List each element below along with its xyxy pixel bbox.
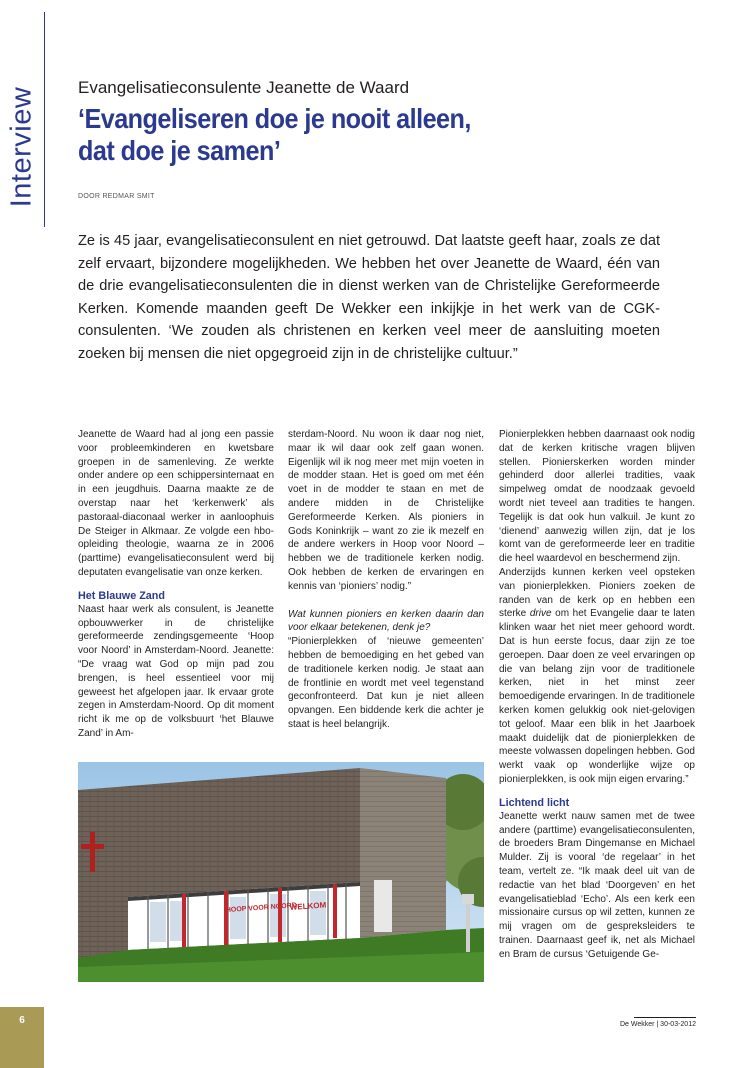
byline: DOOR REDMAR SMIT — [78, 193, 155, 200]
page-number: 6 — [19, 1015, 25, 1026]
title-line-2: dat doe je samen’ — [78, 135, 281, 166]
intro-paragraph: Ze is 45 jaar, evangelisatieconsulent en niet getrouwd. Dat laatste geeft haar, zoals ze dat zelf ervaart, bijzondere mogelijkheden. We hebben het over Jeanette de Waard, één van de drie evangelisatieconsulenten die in dienst werken van de Christelijke Gereformeerde Kerken. Komende maanden geeft De Wekker een inkijkje in het werk van de CGK-consulenten. ‘We zouden als christenen en kerken veel meer de aansluiting moeten zoeken bij mensen die niet opgegroeid zijn in de christelijke cultuur.” — [78, 233, 660, 362]
window-lettering-welkom: WELKOM — [289, 900, 327, 912]
col1-paragraph-1: Jeanette de Waard had al jong een passie voor probleemkinderen en kwetsbare groepen in de samenleving. Ze werkte onder andere op een schippersinternaat en in een jeugdhuis. Daarna maakte ze de overstap naar het ‘kerkenwerk’ als pastoraal-diaconaal werker in aanloophuis De Steiger in Alkmaar. Ze volgde een hbo-opleiding theologie, waarna ze in 2006 (parttime) evangelisatieconsulent werd bij deputaten evangelisatie van onze kerken. — [78, 429, 274, 578]
church-photo-illustration — [78, 762, 484, 982]
col3-paragraph-3: Jeanette werkt nauw samen met de twee andere (parttime) evangelisatieconsulenten, de broeders Bram Dingemanse en Michael Mulder. Zij is vooral ‘de regelaar’ in het team, vertelt ze. “Ik maak deel uit van de redactie van het blad ‘Doorgeven’ en het evangelisatieblad ‘Echo’. Als een kerk een missionaire cursus op wil zetten, kunnen ze mij vragen om de gespreksleiders te trainen. Daarnaast geef ik, net als Michael en Bram de cursus ‘Getuigende Ge- — [499, 810, 695, 960]
emphasis-drive: drive — [529, 608, 552, 620]
subheading-lichtend-licht: Lichtend licht — [499, 796, 570, 809]
col2-paragraph-2: “Pionierplekken of ‘nieuwe gemeenten’ hebben de bemoediging en het gebed van de traditionele kerken nodig. Je staat aan de frontlinie en wordt met veel tegenstand geconfronteerd. Dat kun je niet alleen opvangen. Een biddende kerk die achter je staat is heel belangrijk. — [288, 636, 484, 730]
subheading-het-blauwe-zand: Het Blauwe Zand — [78, 589, 165, 602]
col1-paragraph-2: Naast haar werk als consulent, is Jeanette opbouwwerker in de christelijke gereformeerde zendingsgemeente ‘Hoop voor Noord’ in Amsterdam-Noord. Jeanette: “De vraag wat God op mijn pad zou brengen, is heel essentieel voor mij geweest het afgelopen jaar. Ik ervaar grote zegen in Amsterdam-Noord. Op dit moment richt ik me op de volksbuurt ‘het Blauwe Zand’ in Am- — [78, 603, 274, 739]
column-2 — [288, 428, 484, 732]
title-line-1: ‘Evangeliseren doe je nooit alleen, — [78, 103, 471, 134]
article-title — [78, 103, 582, 167]
col3-paragraph-2: Anderzijds kunnen kerken veel opsteken van pionierplekken. Pioniers zoeken de randen van de kerk op en hebben een sterke drive om het Evangelie daar te laten klinken waar het niet meer gehoord wordt. Dat is hun eerste focus, daar zijn ze toe geroepen. Daar doen ze veel ervaringen op die van belang zijn voor de traditionele kerken, niet in het minst zeer bemoedigende ervaringen. In de traditionele kerken komen gelukkig ook niet-gelovigen tot geloof. Maar een blik in het Jaarboek maakt duidelijk dat de pionierplekken de meeste volwassen dopelingen hebben. God werkt vaak op wonderlijke wijze op pionierplekken, is ook mijn eigen ervaring.” — [499, 566, 695, 785]
section-label-text: Interview — [5, 86, 38, 208]
window-lettering-hoop-voor-noord: HOOP VOOR NOORD — [225, 902, 298, 915]
church-building-photo — [78, 762, 484, 982]
section-label — [0, 86, 44, 208]
col3-paragraph-1: Pionierplekken hebben daarnaast ook nodig dat de kerken kritische vragen blijven stellen. Pionierskerken worden minder gehinderd door allerlei tradities, vaak simpelweg omdat de noodzaak gevoeld wordt niet teveel aan tradities te hangen. Tegelijk is dat ook hun valkuil. Je kunt zo ‘dienend’ aanwezig willen zijn, dat je los komt van de gereformeerde leer en traditie die heel waardevol en beschermend zijn. — [499, 429, 695, 565]
footer-rule — [634, 1017, 696, 1018]
kicker: Evangelisatieconsulente Jeanette de Waard — [78, 78, 410, 97]
column-1 — [78, 428, 274, 741]
header-rule — [44, 12, 45, 227]
column-3 — [499, 428, 695, 961]
interview-question: Wat kunnen pioniers en kerken daarin dan voor elkaar betekenen, denk je? — [288, 608, 484, 634]
footer-publication: De Wekker | 30-03-2012 — [619, 1021, 696, 1028]
col2-paragraph-1: sterdam-Noord. Nu woon ik daar nog niet, maar ik wil daar ook zelf gaan wonen. Eigenlijk wil ik nog meer met mijn voeten in de modder staan. Het is goed om met één voet in de modder te staan en met de andere midden in de Christelijke Gereformeerde Kerken. Als pioniers in Gods Koninkrijk – want zo zie ik mezelf en de andere werkers in Hoop voor Noord – hebben we de traditionele kerken nodig. Ook hebben de kerken de ervaringen en kennis van ‘pioniers’ nodig.” — [288, 429, 484, 592]
